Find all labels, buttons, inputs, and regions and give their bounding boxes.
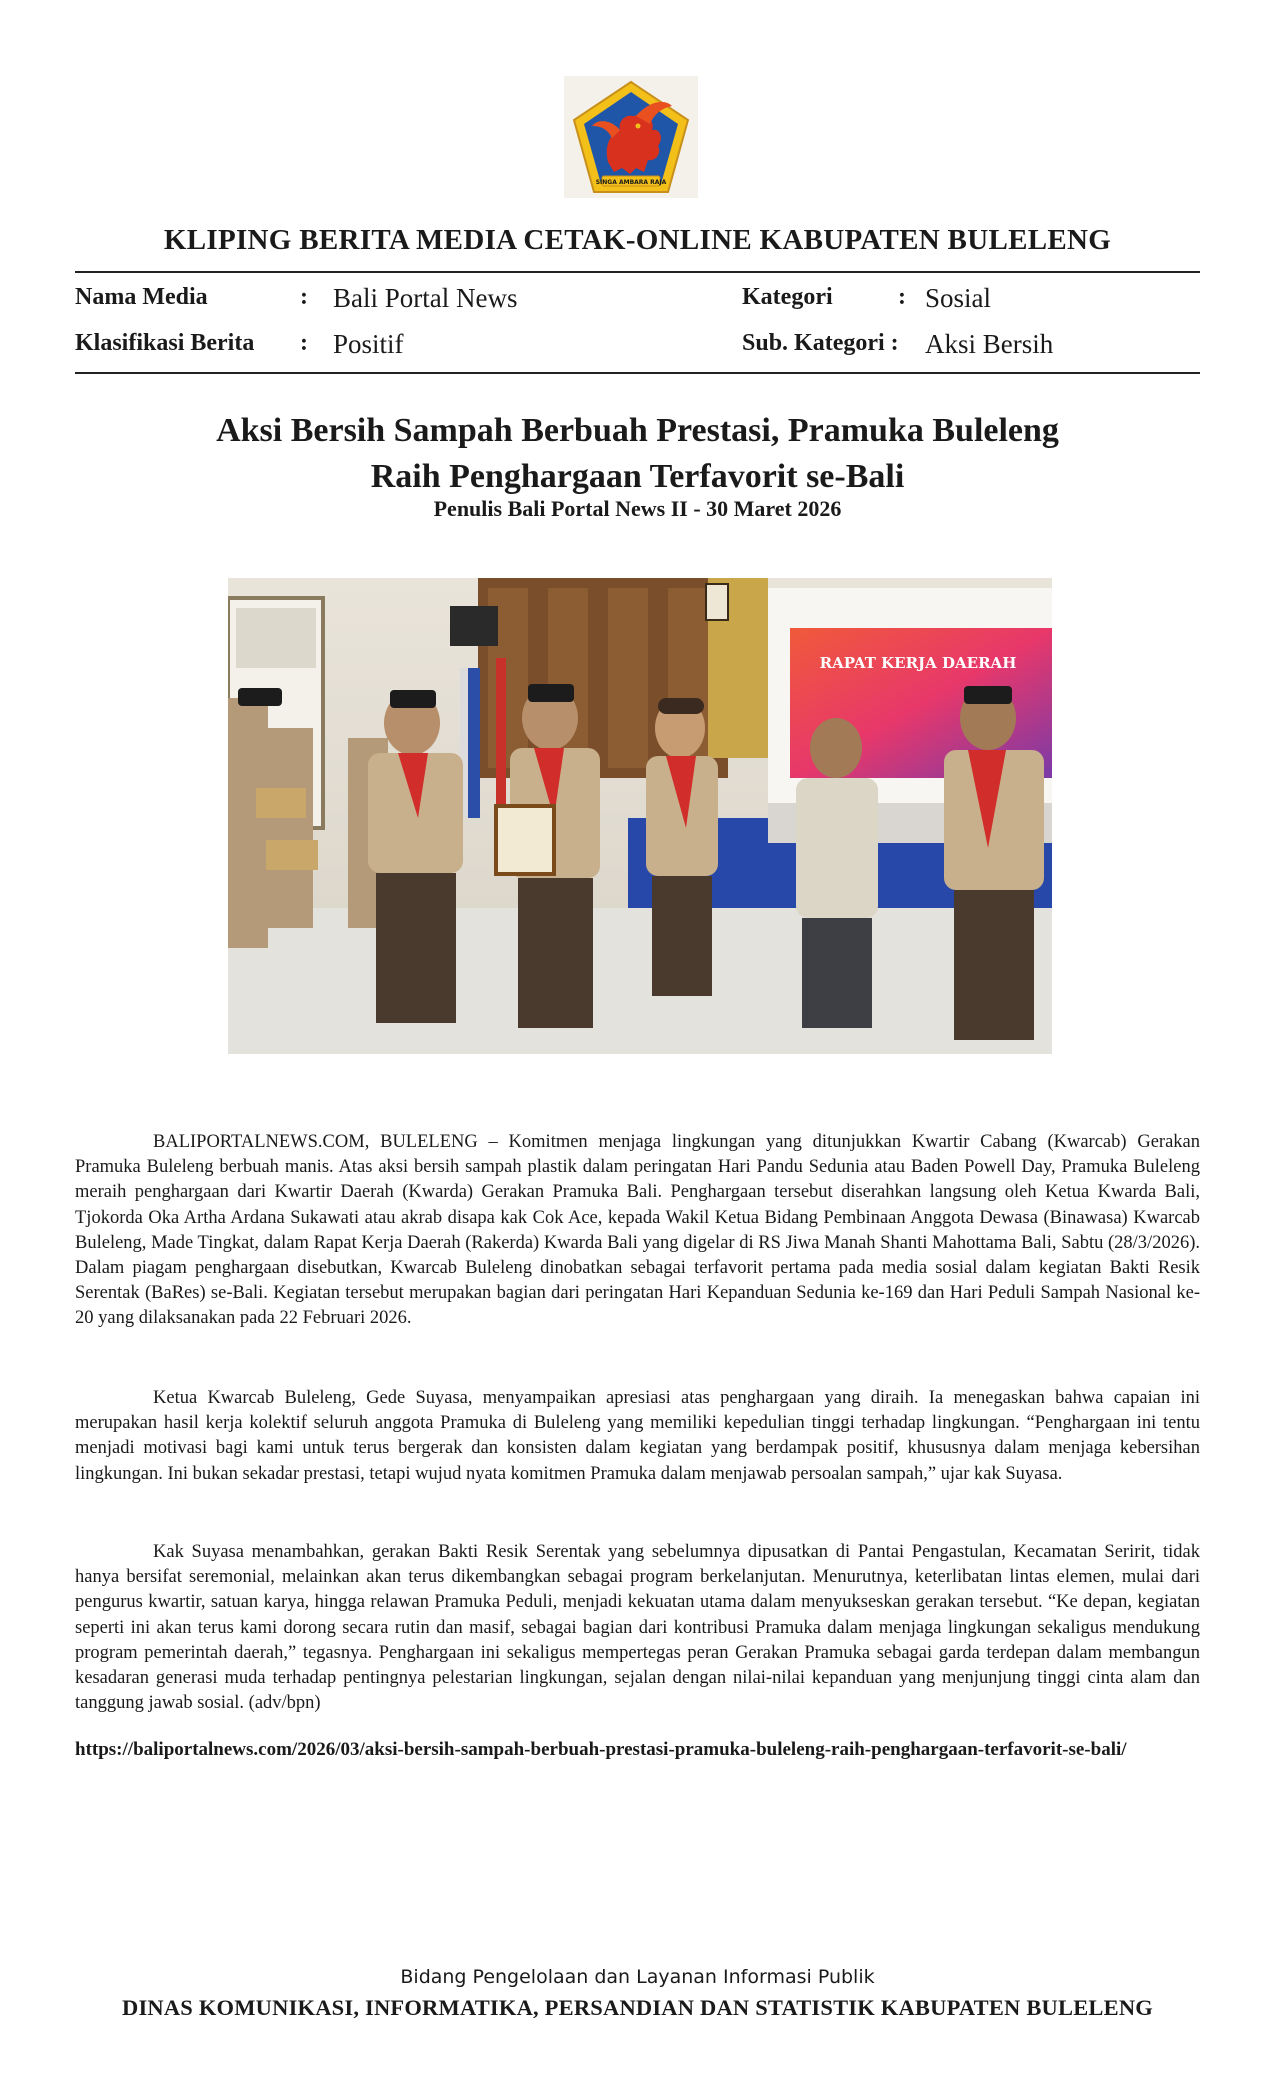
- article-paragraph-3: [75, 1540, 1200, 1716]
- meta-klasifikasi: [75, 330, 675, 366]
- klasifikasi-value: Positif: [333, 329, 404, 359]
- article-title-line-2: Raih Penghargaan Terfavorit se-Bali: [370, 458, 905, 495]
- sub-kategori-label: Sub. Kategori :: [742, 330, 899, 356]
- singa-ambara-raja-emblem-icon: [564, 76, 698, 198]
- klasifikasi-colon: :: [300, 330, 308, 356]
- paragraph-text: Ketua Kwarcab Buleleng, Gede Suyasa, menyampaikan apresiasi atas penghargaan yang diraih. Ia menegaskan bahwa capaian ini merupakan hasil kerja kolektif seluruh anggota Pramuka di Buleleng yang memiliki kepedulian tinggi terhadap lingkungan. “Penghargaan ini tentu menjadi motivasi bagi kami untuk terus bergerak dan konsisten dalam kegiatan yang berdampak positif, khususnya dalam menjaga kebersihan lingkungan. Ini bukan sekadar prestasi, tetapi wujud nyata komitmen Pramuka dalam menjawab persoalan sampah,” ujar kak Suyasa.: [75, 1388, 1200, 1484]
- paragraph-text: Kak Suyasa menambahkan, gerakan Bakti Resik Serentak yang sebelumnya dipusatkan di Pantai Pengastulan, Kecamatan Seririt, tidak hanya bersifat seremonial, melainkan akan terus dikembangkan sebagai program berkelanjutan. Menurutnya, keterlibatan lintas elemen, mulai dari pengurus kwartir, satuan karya, hingga relawan Pramuka Peduli, menjadi kekuatan utama dalam menyukseskan gerakan tersebut. “Ke depan, kegiatan seperti ini akan terus kami dorong secara rutin dan masif, sebagai bagian dari kontribusi Pramuka dalam menjaga lingkungan sekaligus mendukung program pemerintah daerah,” tegasnya. Penghargaan ini sekaligus mempertegas peran Gerakan Pramuka sebagai garda terdepan dalam membangun kesadaran generasi muda terhadap pentingnya pelestarian lingkungan, sejalan dengan nilai-nilai kepanduan yang menjunjung tinggi cinta alam dan tanggung jawab sosial. (adv/bpn): [75, 1542, 1200, 1714]
- logo-caption: SINGA AMBARA RAJA: [595, 179, 667, 186]
- photo-banner-text: RAPAT KERJA DAERAH: [819, 654, 1017, 672]
- kategori-label: Kategori: [742, 284, 833, 310]
- article-source-url: https://baliportalnews.com/2026/03/aksi-bersih-sampah-berbuah-prestasi-pramuka-buleleng-raih-penghargaan-terfavorit-se-bali/: [75, 1739, 1127, 1760]
- header-top-divider: [75, 271, 1200, 273]
- meta-sub-kategori: [742, 330, 1200, 366]
- meta-kategori: [742, 284, 1200, 320]
- article-photo: [228, 578, 1052, 1054]
- article-paragraph-2: [75, 1386, 1200, 1487]
- meta-nama-media: [75, 284, 675, 320]
- kategori-colon: :: [898, 284, 906, 310]
- nama-media-colon: :: [300, 284, 308, 310]
- header-bottom-divider: [75, 372, 1200, 374]
- paragraph-text: BALIPORTALNEWS.COM, BULELENG – Komitmen menjaga lingkungan yang ditunjukkan Kwartir Cabang (Kwarcab) Gerakan Pramuka Buleleng berbuah manis. Atas aksi bersih sampah plastik dalam peringatan Hari Pandu Sedunia atau Baden Powell Day, Pramuka Buleleng meraih penghargaan dari Kwartir Daerah (Kwarda) Gerakan Pramuka Bali. Penghargaan tersebut diserahkan langsung oleh Ketua Kwarda Bali, Tjokorda Oka Artha Ardana Sukawati atau akrab disapa kak Cok Ace, kepada Wakil Ketua Bidang Pembinaan Anggota Dewasa (Binawasa) Kwarcab Buleleng, Made Tingkat, dalam Rapat Kerja Daerah (Rakerda) Kwarda Bali yang digelar di RS Jiwa Manah Shanti Mahottama Bali, Sabtu (28/3/2026). Dalam piagam penghargaan disebutkan, Kwarcab Buleleng dinobatkan sebagai terfavorit pertama pada media sosial dalam kegiatan Bakti Resik Serentak (BaRes) se-Bali. Kegiatan tersebut merupakan bagian dari peringatan Hari Kepanduan Sedunia ke-169 dan Hari Peduli Sampah Nasional ke-20 yang dilaksanakan pada 22 Februari 2026.: [75, 1132, 1200, 1329]
- article-paragraph-1: [75, 1130, 1200, 1332]
- footer-division: Bidang Pengelolaan dan Layanan Informasi Publik: [400, 1966, 875, 1988]
- footer-agency: DINAS KOMUNIKASI, INFORMATIKA, PERSANDIAN DAN STATISTIK KABUPATEN BULELENG: [122, 1995, 1153, 2020]
- document-header-title: KLIPING BERITA MEDIA CETAK-ONLINE KABUPATEN BULELENG: [163, 224, 1112, 256]
- nama-media-label: Nama Media: [75, 284, 208, 310]
- article-title: [100, 408, 1175, 500]
- nama-media-value: Bali Portal News: [333, 283, 518, 313]
- article-byline: Penulis Bali Portal News II - 30 Maret 2026: [433, 496, 842, 521]
- article-title-line-1: Aksi Bersih Sampah Berbuah Prestasi, Pramuka Buleleng: [216, 412, 1059, 449]
- kategori-value: Sosial: [925, 283, 992, 313]
- sub-kategori-value: Aksi Bersih: [925, 329, 1054, 359]
- klasifikasi-label: Klasifikasi Berita: [75, 330, 255, 356]
